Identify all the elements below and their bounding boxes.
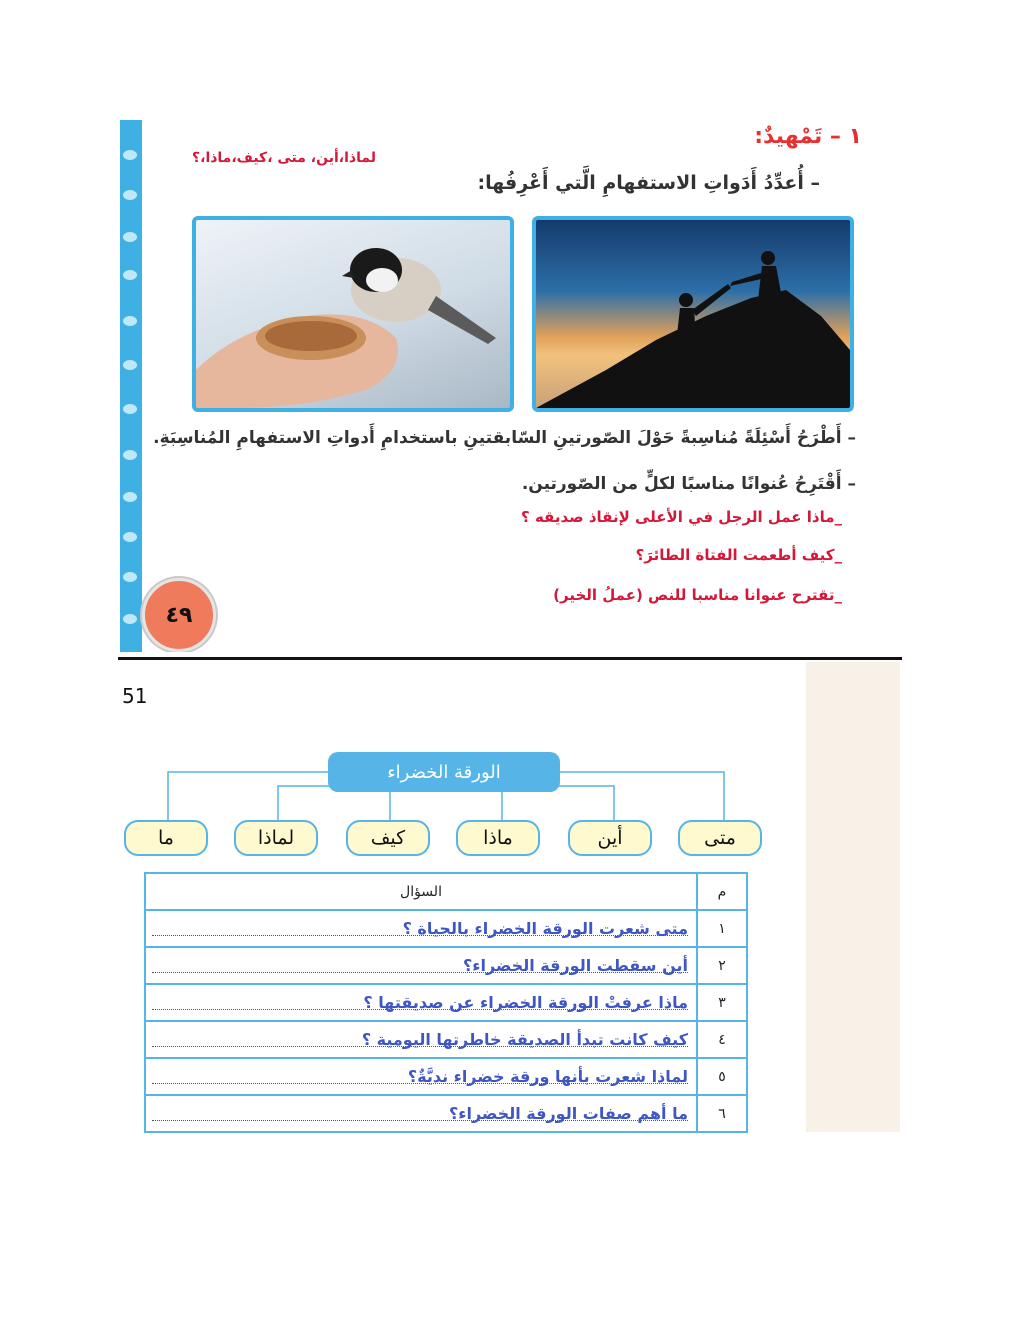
answer-line: _تقترح عنوانا مناسبا للنص (عملُ الخير) [553,586,842,604]
climbers-helping-hand-photo [532,216,854,412]
question-text: متى شعرت الورقة الخضراء بالحياة ؟ [402,919,688,938]
answer-line: _ماذا عمل الرجل في الأعلى لإنقاذ صديقه ؟ [521,508,842,526]
tools-prompt: – أُعدِّدُ أَدَواتِ الاستفهامِ الَّتي أَعْرِفُها: [477,172,820,194]
table-header-row [145,873,747,910]
answer-line: _كيف أطعمت الفتاة الطائرَ؟ [635,546,842,564]
question-cell[interactable] [145,947,697,984]
tool-box-ayna: أين [568,820,652,856]
worksheet [122,730,806,1144]
page-divider [118,657,902,660]
bird-on-hand-icon [196,220,510,408]
suggest-title-instruction: – أَقْتَرِحُ عُنوانًا مناسبًا لكلٍّ من الصّورتين. [521,474,856,494]
question-cell[interactable] [145,1058,697,1095]
tool-box-ma: ما [124,820,208,856]
question-cell[interactable] [145,1021,697,1058]
row-number: ١ [697,910,747,947]
question-cell[interactable] [145,984,697,1021]
question-text: لماذا شعرت بأنها ورقة خضراء نديَّةٌ؟ [407,1067,688,1086]
header-number: م [697,873,747,910]
decorative-blue-strip [120,120,142,652]
question-cell[interactable] [145,1095,697,1132]
tools-answer: لماذا،أين، متى ،كيف،ماذا،؟ [192,150,376,166]
page-number-badge: ٤٩ [142,578,216,652]
decorative-side-panel [806,662,900,1132]
bird-eating-from-hand-photo [192,216,514,412]
table-row [145,910,747,947]
mind-map-title: الورقة الخضراء [328,752,560,792]
question-cell[interactable] [145,910,697,947]
intro-heading: ١ – تَمْهيدٌ: [754,124,862,149]
header-question: السؤال [145,873,697,910]
tool-box-matha: ماذا [456,820,540,856]
table-row [145,947,747,984]
question-text: كيف كانت تبدأ الصديقة خاطرتها اليومية ؟ [361,1030,688,1049]
question-text: ماذا عرفتْ الورقة الخضراء عن صديقتها ؟ [363,993,688,1012]
question-text: أين سقطت الورقة الخضراء؟ [463,956,688,975]
question-text: ما أهم صفات الورقة الخضراء؟ [449,1104,688,1123]
table-row [145,1095,747,1132]
row-number: ٣ [697,984,747,1021]
table-row [145,1021,747,1058]
row-number: ٢ [697,947,747,984]
table-row [145,1058,747,1095]
row-number: ٥ [697,1058,747,1095]
page-number: 51 [122,684,148,708]
table-row [145,984,747,1021]
textbook-page-49 [120,120,902,652]
row-number: ٤ [697,1021,747,1058]
questions-table [144,872,748,1133]
tool-box-limatha: لماذا [234,820,318,856]
row-number: ٦ [697,1095,747,1132]
climbers-silhouette-icon [536,220,850,408]
suggest-questions-instruction: – أَطْرَحُ أَسْئِلَةً مُناسِبةً حَوْلَ الصّورتينِ السّابقتينِ باستخدامِ أَدواتِ الاستفهامِ المُناسِبَةِ. [153,428,856,448]
tool-box-mata: متى [678,820,762,856]
tool-box-kayfa: كيف [346,820,430,856]
